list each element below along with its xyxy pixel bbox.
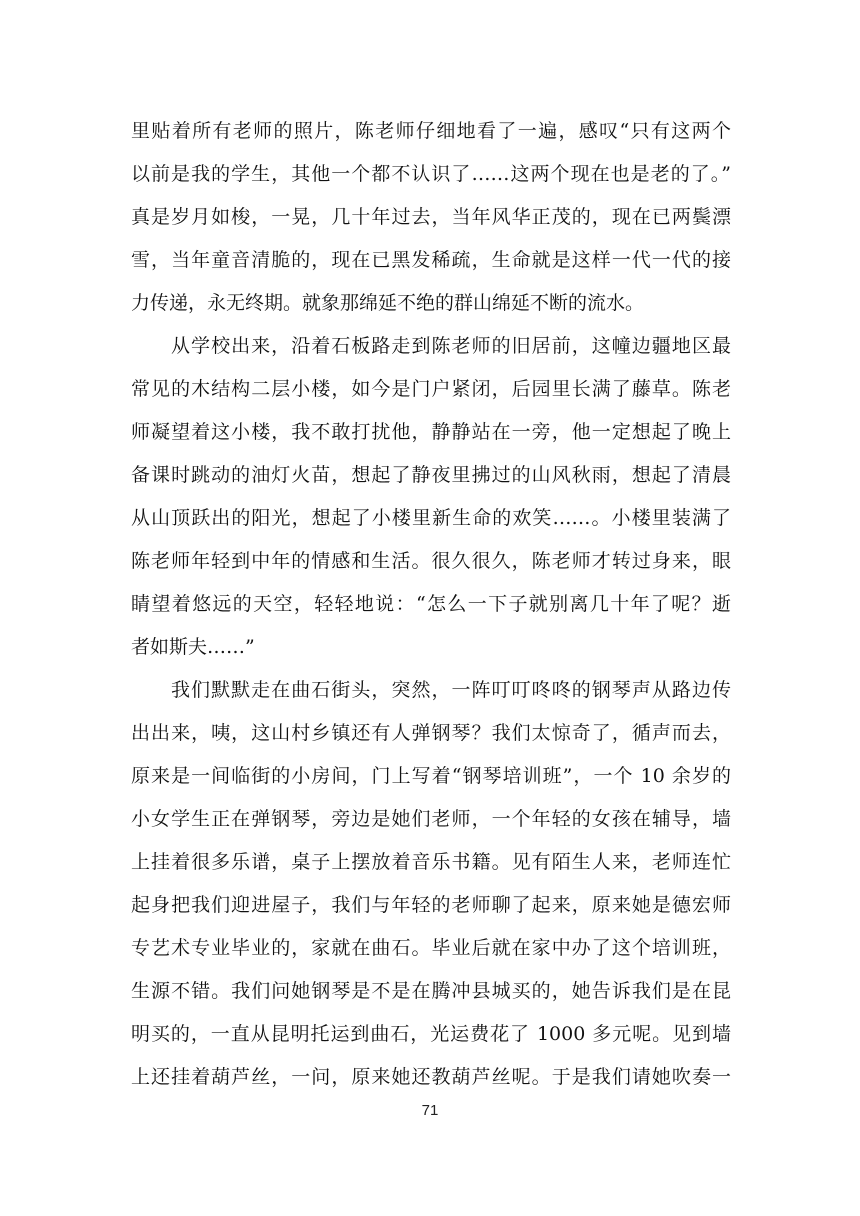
paragraph-2 bbox=[131, 325, 731, 669]
text-line: 常见的木结构二层小楼，如今是门户紧闭，后园里长满了藤草。陈老 bbox=[131, 378, 731, 400]
text-line: 原来是一间临街的小房间，门上写着“钢琴培训班”，一个 10 余岁的 bbox=[131, 765, 731, 787]
text-line: 上还挂着葫芦丝，一问，原来她还教葫芦丝呢。于是我们请她吹奏一 bbox=[131, 1066, 731, 1088]
text-line: 从山顶跃出的阳光，想起了小楼里新生命的欢笑……。小楼里装满了 bbox=[131, 507, 731, 529]
text-line: 明买的，一直从昆明托运到曲石，光运费花了 1000 多元呢。见到墙 bbox=[131, 1023, 731, 1045]
text-line: 以前是我的学生，其他一个都不认识了……这两个现在也是老的了。” bbox=[131, 163, 731, 185]
text-line: 生源不错。我们问她钢琴是不是在腾冲县城买的，她告诉我们是在昆 bbox=[131, 980, 731, 1002]
text-line: 起身把我们迎进屋子，我们与年轻的老师聊了起来，原来她是德宏师 bbox=[131, 894, 731, 916]
text-line: 从学校出来，沿着石板路走到陈老师的旧居前，这幢边疆地区最 bbox=[171, 335, 731, 357]
text-line: 真是岁月如梭，一晃，几十年过去，当年风华正茂的，现在已两鬓漂 bbox=[131, 206, 731, 228]
text-line: 备课时跳动的油灯火苗，想起了静夜里拂过的山风秋雨，想起了清晨 bbox=[131, 464, 731, 486]
text-line: 我们默默走在曲石街头，突然，一阵叮叮咚咚的钢琴声从路边传 bbox=[171, 679, 731, 701]
text-line: 力传递，永无终期。就象那绵延不绝的群山绵延不断的流水。 bbox=[131, 292, 645, 314]
text-line: 者如斯夫……” bbox=[131, 636, 255, 658]
text-line: 里贴着所有老师的照片，陈老师仔细地看了一遍，感叹“只有这两个 bbox=[131, 120, 731, 142]
text-line: 陈老师年轻到中年的情感和生活。很久很久，陈老师才转过身来，眼 bbox=[131, 550, 731, 572]
text-line: 雪，当年童音清脆的，现在已黑发稀疏，生命就是这样一代一代的接 bbox=[131, 249, 731, 271]
text-line: 睛望着悠远的天空，轻轻地说：“怎么一下子就别离几十年了呢？逝 bbox=[131, 593, 731, 615]
paragraph-1 bbox=[131, 110, 731, 325]
text-line: 上挂着很多乐谱，桌子上摆放着音乐书籍。见有陌生人来，老师连忙 bbox=[131, 851, 731, 873]
text-line: 出出来，咦，这山村乡镇还有人弹钢琴？我们太惊奇了，循声而去， bbox=[131, 722, 731, 744]
page-number: 71 bbox=[421, 1102, 439, 1119]
text-line: 小女学生正在弹钢琴，旁边是她们老师，一个年轻的女孩在辅导，墙 bbox=[131, 808, 731, 830]
text-line: 专艺术专业毕业的，家就在曲石。毕业后就在家中办了这个培训班， bbox=[131, 937, 731, 959]
text-line: 师凝望着这小楼，我不敢打扰他，静静站在一旁，他一定想起了晚上 bbox=[131, 421, 731, 443]
body-text bbox=[131, 110, 731, 1099]
paragraph-3 bbox=[131, 669, 731, 1099]
